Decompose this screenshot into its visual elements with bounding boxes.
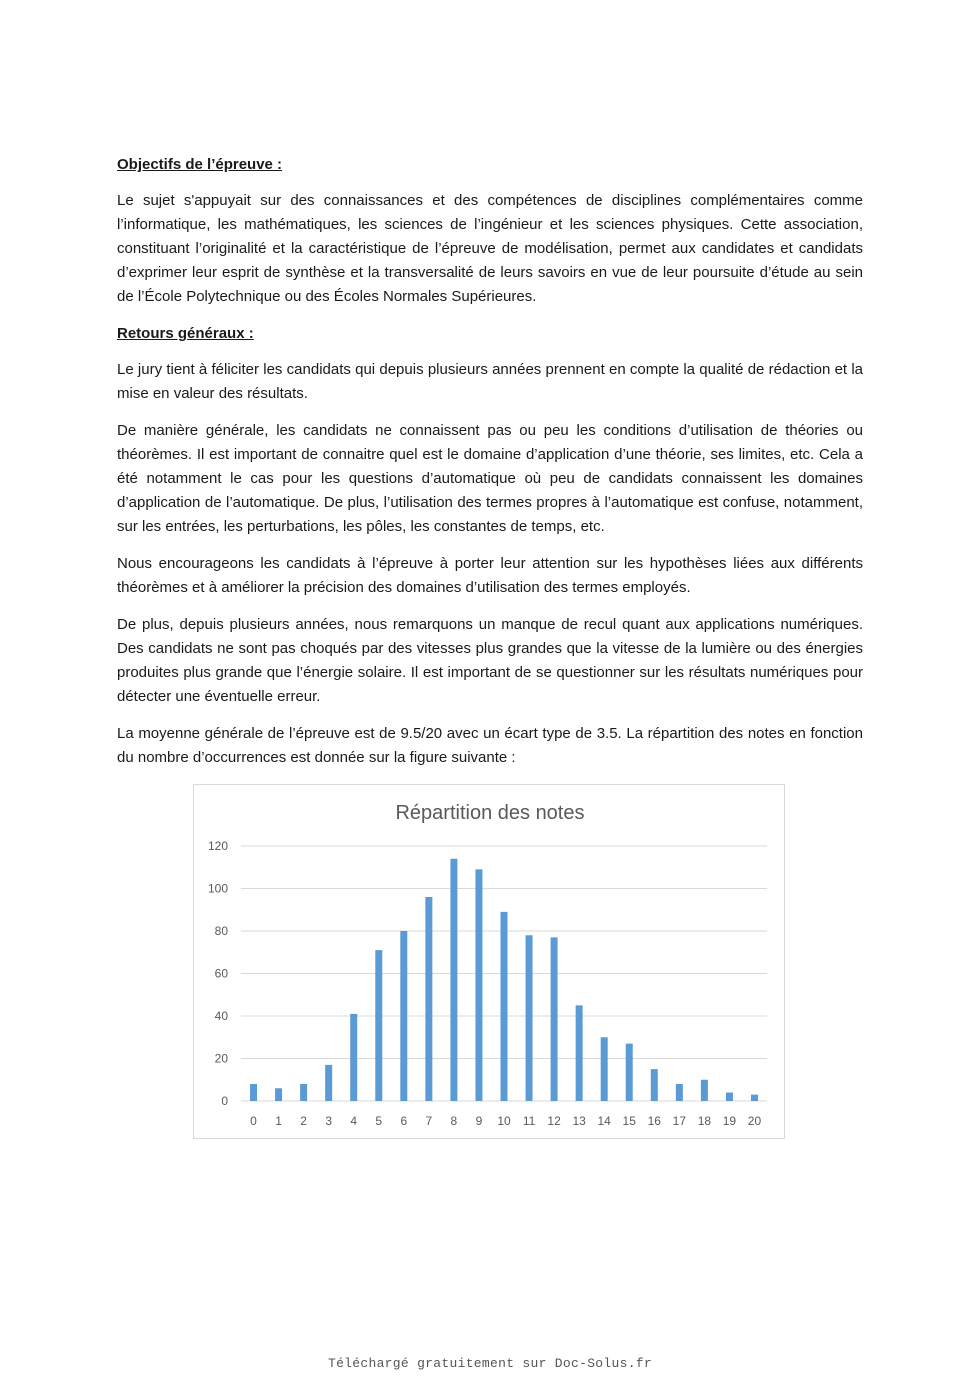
bar-grade-14 — [601, 1037, 608, 1101]
bar-grade-13 — [576, 1005, 583, 1101]
download-footer: Téléchargé gratuitement sur Doc-Solus.fr — [327, 1356, 653, 1371]
x-tick-label: 17 — [672, 1114, 687, 1128]
retours-paragraph-4: De plus, depuis plusieurs années, nous remarquons un manque de recul quant aux applications numériques. Des candidats ne sont pas choqués par des vitesses plus grandes que la vitesse de la lumière ou des énergies produites plus grande que l’énergie solaire. Il est important de se questionner sur les résultats numériques pour détecter une éventuelle erreur. — [117, 616, 863, 705]
x-tick-label: 7 — [425, 1114, 433, 1128]
bar-grade-20 — [751, 1095, 758, 1101]
bar-grade-1 — [275, 1088, 282, 1101]
bar-grade-4 — [350, 1014, 357, 1101]
bar-grade-0 — [250, 1084, 257, 1101]
bar-grade-19 — [726, 1093, 733, 1102]
bar-grade-12 — [551, 937, 558, 1101]
x-tick-label: 16 — [647, 1114, 661, 1128]
bar-grade-18 — [701, 1080, 708, 1101]
x-tick-label: 11 — [522, 1114, 536, 1128]
y-tick-label: 20 — [214, 1051, 228, 1066]
y-tick-label: 80 — [214, 924, 228, 938]
retours-paragraph-2: De manière générale, les candidats ne connaissent pas ou peu les conditions d’utilisation de théories ou théorèmes. Il est important de connaitre quel est le domaine d’application d’une théorie, ses limites, etc. Cela a été notamment le cas pour les questions d’automatique où peu de candidats connaissent les domaines d’application de l’automatique. De plus, l’utilisation des termes propres à l’automatique est confuse, notamment, sur les entrées, les perturbations, les pôles, les constantes de temps, etc. — [117, 422, 863, 535]
bar-grade-5 — [375, 950, 382, 1101]
y-axis-ticks — [208, 839, 228, 1108]
bar-grade-10 — [501, 912, 508, 1101]
x-tick-label: 20 — [747, 1114, 762, 1128]
objectifs-paragraph: Le sujet s'appuyait sur des connaissances et des compétences de disciplines complémentaires comme l’informatique, les mathématiques, les sciences de l’ingénieur et les sciences physiques. Cette association, constituant l’originalité et la caractéristique de l’épreuve de modélisation, permet aux candidates et candidats d’exprimer leur esprit de synthèse et la transversalité de leurs savoirs en vue de leur poursuite d’étude au sein de l’École Polytechnique ou des Écoles Normales Supérieures. — [117, 192, 863, 305]
retours-paragraph-5: La moyenne générale de l’épreuve est de 9.5/20 avec un écart type de 3.5. La répartition des notes en fonction du nombre d’occurrences est donnée sur la figure suivante : — [117, 725, 863, 766]
chart-canvas — [194, 785, 784, 1138]
x-tick-label: 2 — [300, 1114, 307, 1128]
bar-grade-2 — [300, 1084, 307, 1101]
chart-bars — [250, 859, 758, 1101]
bar-grade-6 — [400, 931, 407, 1101]
x-tick-label: 18 — [697, 1114, 712, 1128]
x-axis-ticks — [250, 1114, 761, 1128]
bar-grade-3 — [325, 1065, 332, 1101]
bar-grade-15 — [626, 1044, 633, 1101]
x-tick-label: 10 — [497, 1114, 511, 1128]
x-tick-label: 5 — [375, 1114, 383, 1128]
x-tick-label: 19 — [722, 1114, 737, 1128]
bar-grade-16 — [651, 1069, 658, 1101]
x-tick-label: 12 — [547, 1114, 561, 1128]
bar-grade-9 — [475, 869, 482, 1101]
x-tick-label: 9 — [475, 1114, 483, 1128]
x-tick-label: 4 — [350, 1114, 358, 1128]
retours-heading: Retours généraux : — [117, 325, 254, 342]
x-tick-label: 1 — [275, 1114, 282, 1128]
x-tick-label: 6 — [400, 1114, 408, 1128]
x-tick-label: 15 — [622, 1114, 636, 1128]
y-tick-label: 40 — [214, 1009, 228, 1023]
y-tick-label: 120 — [207, 839, 228, 853]
bar-grade-8 — [450, 859, 457, 1101]
bar-grade-11 — [526, 935, 533, 1101]
retours-paragraph-1: Le jury tient à féliciter les candidats qui depuis plusieurs années prennent en compte la qualité de rédaction et la mise en valeur des résultats. — [117, 361, 863, 402]
y-tick-label: 0 — [221, 1094, 228, 1108]
y-tick-label: 100 — [207, 881, 228, 896]
grade-distribution-chart — [193, 784, 785, 1139]
retours-paragraph-3: Nous encourageons les candidats à l’épreuve à porter leur attention sur les hypothèses liées aux différents théorèmes et à améliorer la précision des domaines d’utilisation des termes employés. — [117, 555, 863, 596]
bar-grade-7 — [425, 897, 432, 1101]
x-tick-label: 8 — [450, 1114, 458, 1128]
objectifs-heading: Objectifs de l’épreuve : — [117, 156, 283, 173]
x-tick-label: 0 — [250, 1114, 257, 1128]
x-tick-label: 3 — [325, 1114, 333, 1128]
y-tick-label: 60 — [214, 966, 228, 981]
chart-title: Répartition des notes — [395, 802, 585, 824]
bar-grade-17 — [676, 1084, 683, 1101]
x-tick-label: 14 — [597, 1114, 611, 1128]
x-tick-label: 13 — [572, 1114, 586, 1128]
document-body — [117, 153, 863, 783]
